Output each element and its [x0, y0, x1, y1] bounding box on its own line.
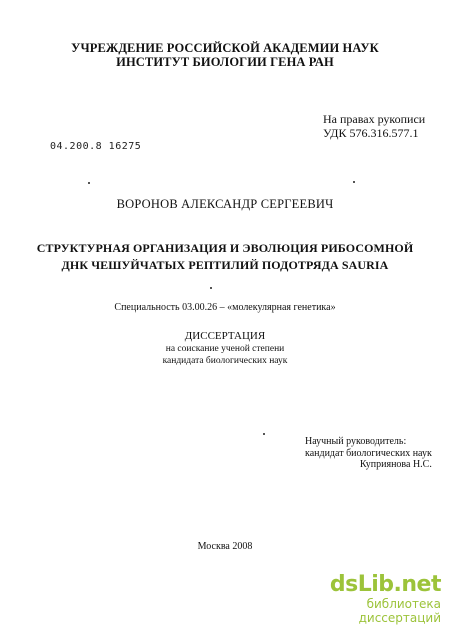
supervisor-label: Научный руководитель: — [305, 436, 407, 447]
watermark-logo: dsLib.net — [329, 572, 441, 597]
udk-code: УДК 576.316.577.1 — [323, 126, 419, 140]
institution-line-2: ИНСТИТУТ БИОЛОГИИ ГЕНА РАН — [116, 55, 334, 69]
degree-purpose: на соискание ученой степени — [165, 343, 285, 354]
supervisor-degree: кандидат биологических наук — [305, 447, 432, 459]
dissertation-title — [0, 240, 450, 274]
supervisor-name: Куприянова Н.С. — [359, 459, 432, 470]
degree-name: кандидата биологических наук — [162, 356, 288, 366]
dissertation-block — [0, 330, 450, 368]
title-line-1: СТРУКТУРНАЯ ОРГАНИЗАЦИЯ И ЭВОЛЮЦИЯ РИБОСОМНОЙ — [36, 241, 414, 255]
institution-header — [0, 41, 450, 69]
dissertation-heading: ДИССЕРТАЦИЯ — [184, 330, 266, 342]
supervisor-block — [305, 436, 432, 471]
author-name: ВОРОНОВ АЛЕКСАНДР СЕРГЕЕВИЧ — [116, 197, 334, 211]
manuscript-rights-label: На правах рукописи — [323, 112, 426, 126]
title-line-2: ДНК ЧЕШУЙЧАТЫХ РЕПТИЛИЙ ПОДОТРЯДА SAURIA — [61, 258, 389, 272]
dslib-watermark — [303, 573, 441, 625]
institution-line-1: УЧРЕЖДЕНИЕ РОССИЙСКОЙ АКАДЕМИИ НАУК — [71, 41, 379, 55]
scan-speck — [88, 182, 90, 184]
watermark-subtitle: библиотека диссертаций — [358, 597, 441, 625]
library-stamp-number: 04.200.8 16275 — [50, 141, 142, 152]
specialty-line: Специальность 03.00.26 – «молекулярная генетика» — [114, 302, 336, 313]
scan-speck — [353, 181, 355, 183]
library-stamp — [50, 141, 141, 152]
scan-speck — [210, 287, 212, 289]
manuscript-rights-block — [323, 112, 425, 140]
scan-speck — [263, 433, 265, 435]
city-year: Москва 2008 — [197, 541, 253, 552]
